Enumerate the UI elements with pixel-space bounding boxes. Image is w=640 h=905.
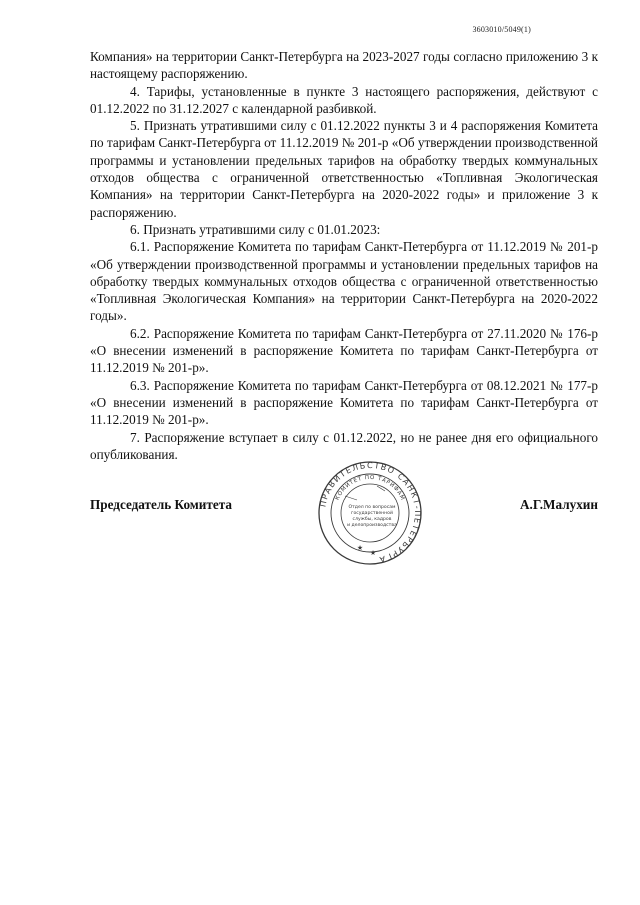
- paragraph-item-4: 4. Тарифы, установленные в пункте 3 настоящего распоряжения, действуют с 01.12.2022 по 31.12.2027 с календарной разбивкой.: [90, 83, 598, 116]
- seal-outer-text: ПРАВИТЕЛЬСТВО САНКТ-ПЕТЕРБУРГА: [318, 460, 423, 565]
- paragraph-item-7: 7. Распоряжение вступает в силу с 01.12.2022, но не ранее дня его официального опубликования.: [90, 429, 598, 462]
- document-number: 3603010/5049(1): [472, 25, 531, 34]
- seal-center-line-3: службы, кадров: [352, 517, 392, 522]
- paragraph-item-6-1: 6.1. Распоряжение Комитета по тарифам Санкт-Петербурга от 11.12.2019 № 201-р «Об утверждении производственной программы и установлении предельных тарифов на обработку твердых коммунальных отходов общества с ограниченной ответственностью «Топливная Экологическая Компания» на территории Санкт-Петербурга на 2020-2022 годы».: [90, 239, 598, 324]
- paragraph-item-6-3: 6.3. Распоряжение Комитета по тарифам Санкт-Петербурга от 08.12.2021 № 177-р «О внесении изменений в распоряжение Комитета по тарифам Санкт-Петербурга от 11.12.2019 № 201-р».: [90, 377, 598, 428]
- seal-center-line-2: государственной: [351, 511, 393, 516]
- seal-center-line-4: и делопроизводства: [347, 523, 397, 528]
- paragraph-item-6-2: 6.2. Распоряжение Комитета по тарифам Санкт-Петербурга от 27.11.2020 № 176-р «О внесении изменений в распоряжение Комитета по тарифам Санкт-Петербурга от 11.12.2019 № 201-р».: [90, 325, 598, 376]
- official-seal: [317, 460, 423, 566]
- seal-center-line-1: Отдел по вопросам: [348, 505, 396, 510]
- star-icon: ★: [356, 544, 364, 552]
- signatory-title: Председатель Комитета: [90, 497, 232, 512]
- document-body: [90, 48, 598, 463]
- seal-emblem-lines: [345, 486, 385, 500]
- seal-inner-text: КОМИТЕТ ПО ТАРИФАМ: [334, 474, 406, 502]
- paragraph-item-5: 5. Признать утратившими силу с 01.12.2022 пункты 3 и 4 распоряжения Комитета по тарифам Санкт-Петербурга от 11.12.2019 № 201-р «Об утверждении производственной программы и установлении предельных тарифов на обработку твердых коммунальных отходов общества с ограниченной ответственностью «Топливная Экологическая Компания» на территории Санкт-Петербурга на 2020-2022 годы» и приложение 3 к распоряжению.: [90, 118, 598, 220]
- paragraph-item-6: 6. Признать утратившими силу с 01.01.2023:: [130, 221, 381, 237]
- star-icon: ★: [369, 549, 377, 557]
- paragraph-continuation: Компания» на территории Санкт-Петербурга на 2023-2027 годы согласно приложению 3 к настоящему распоряжению.: [90, 49, 598, 82]
- signatory-name: А.Г.Малухин: [520, 497, 598, 512]
